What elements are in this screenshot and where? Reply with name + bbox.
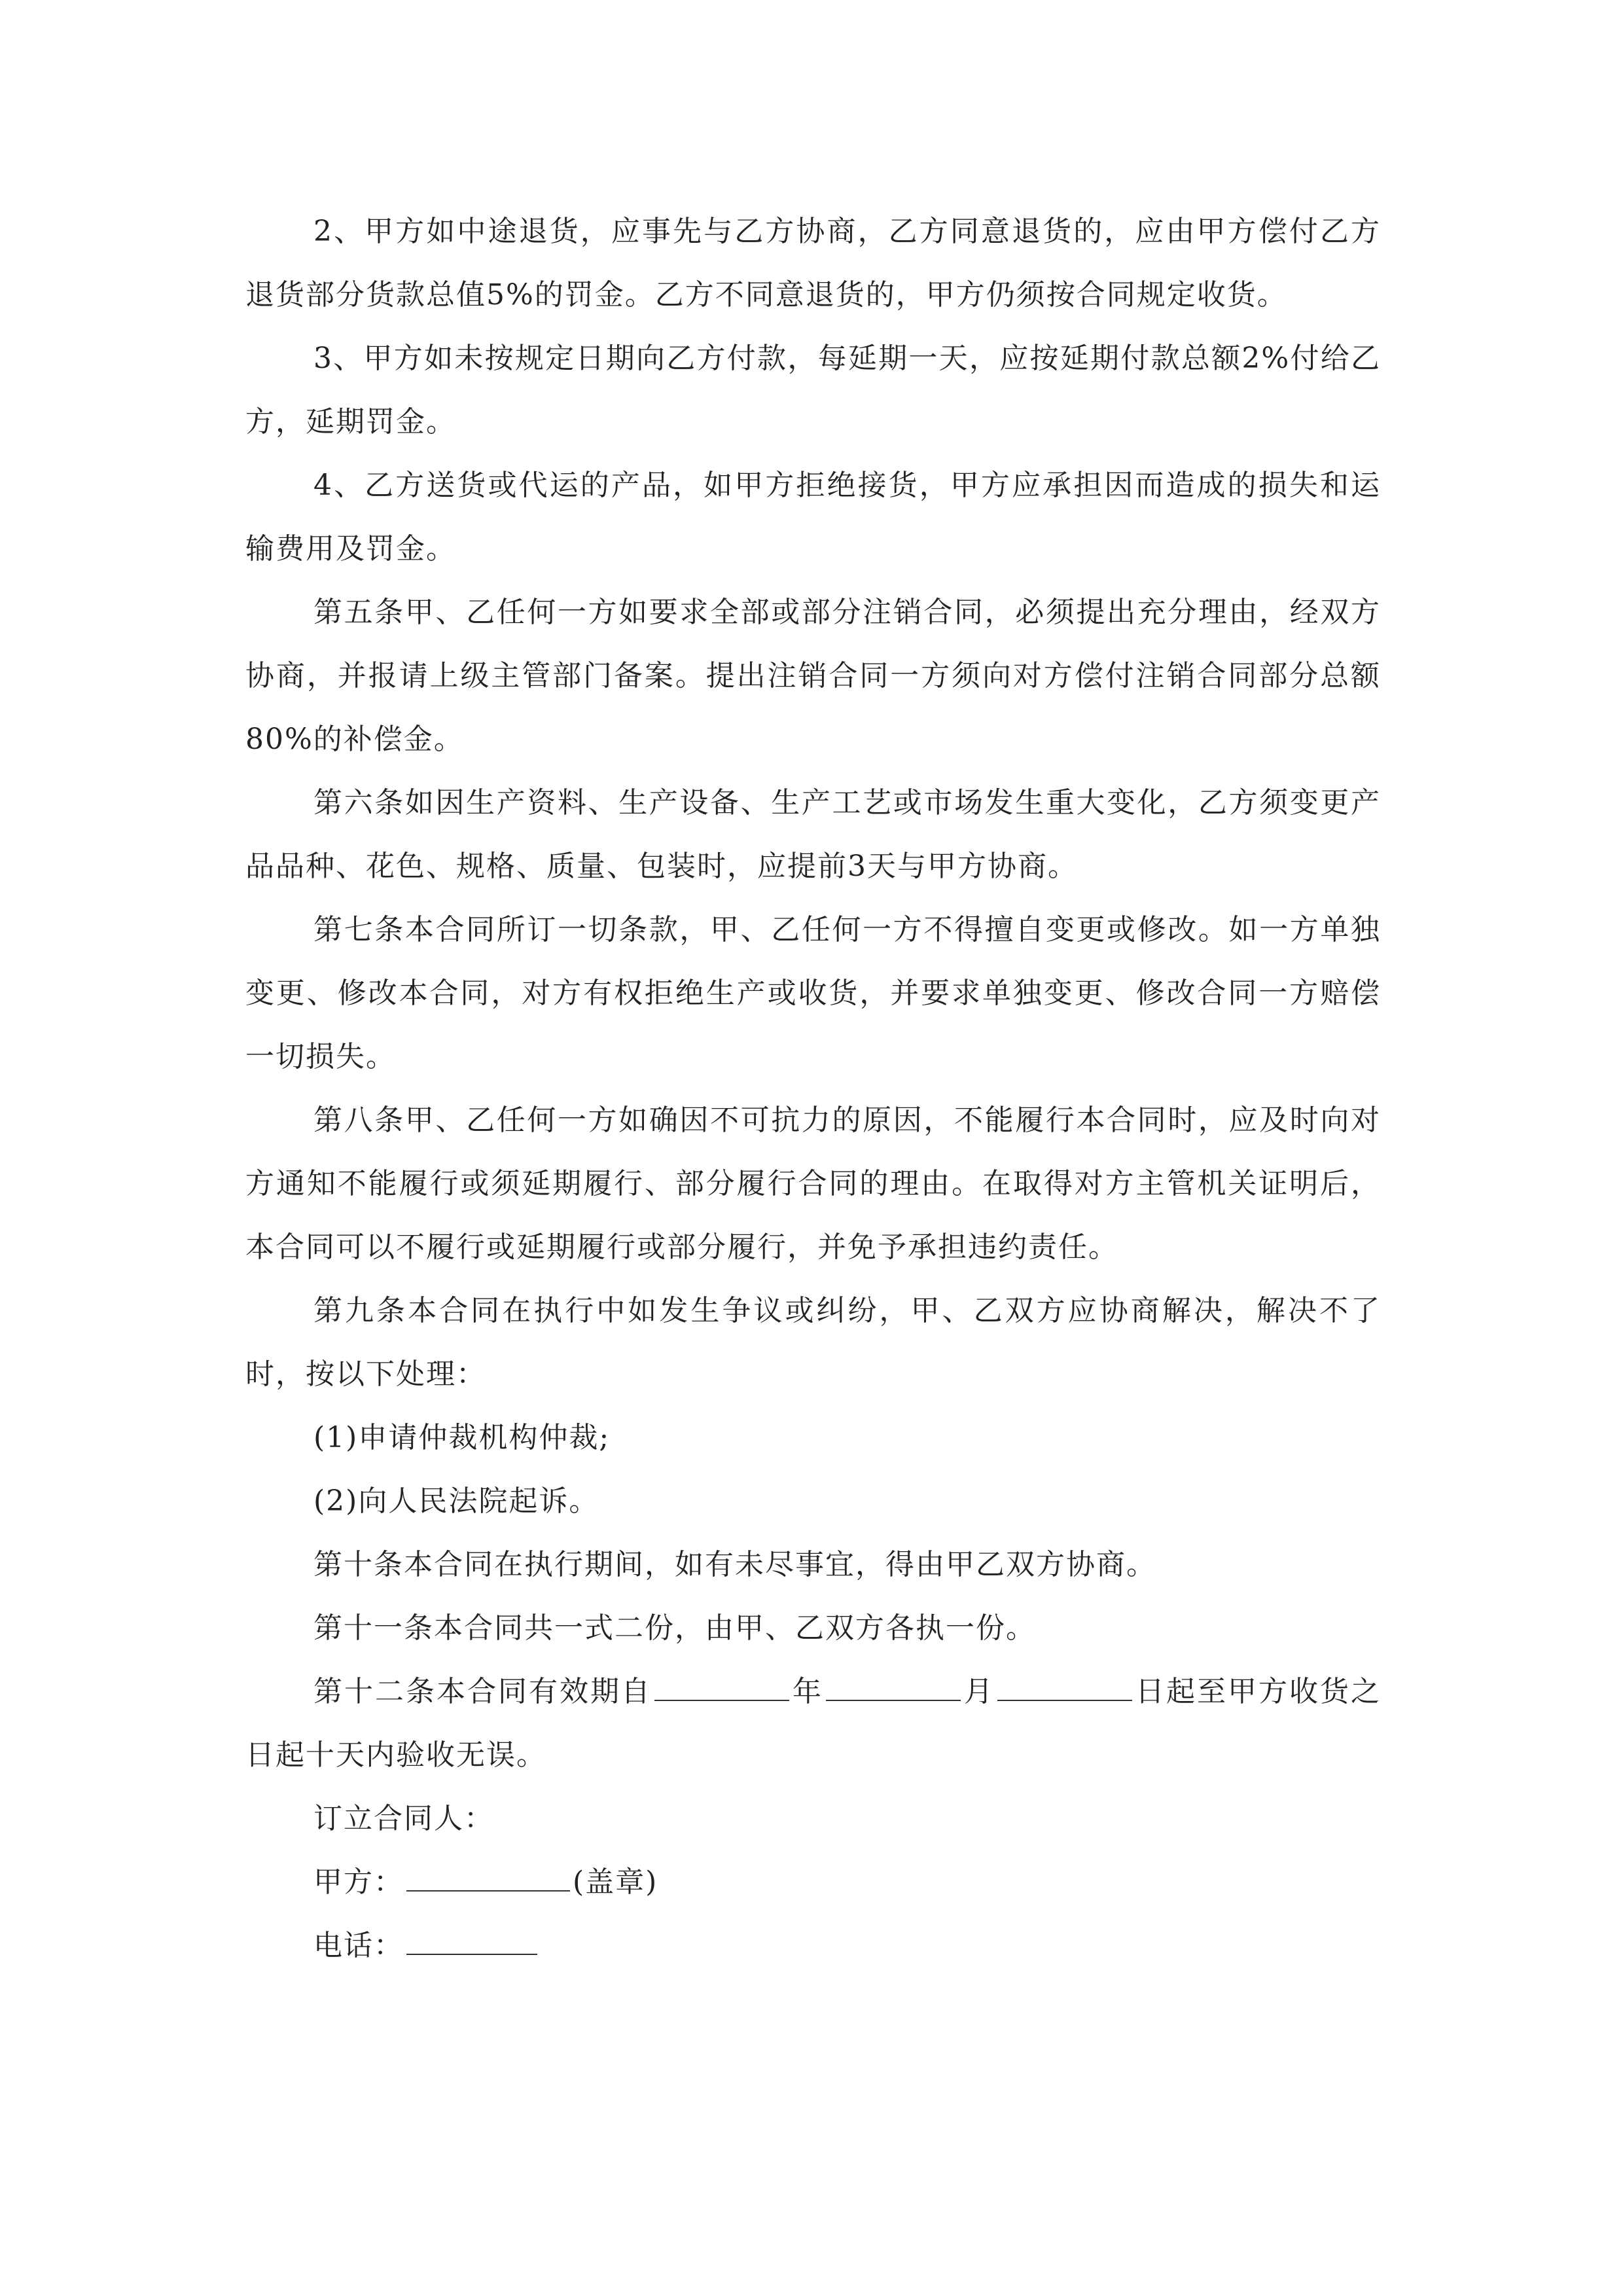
- clause-11: 第十一条本合同共一式二份，由甲、乙双方各执一份。: [313, 1611, 1036, 1645]
- clause-8: 第八条甲、乙任何一方如确因不可抗力的原因，不能履行本合同时，应及时向对方通知不能履行或须延期履行、部分履行合同的理由。在取得对方主管机关证明后，本合同可以不履行或延期履行或部分履行，并免予承担违约责任。: [245, 1103, 1381, 1264]
- clause-9-option-1: (1)申请仲裁机构仲裁;: [313, 1421, 611, 1454]
- clause-4-item-2: 2、甲方如中途退货，应事先与乙方协商，乙方同意退货的，应由甲方偿付乙方退货部分货款总值5%的罚金。乙方不同意退货的，甲方仍须按合同规定收货。: [245, 215, 1381, 312]
- clause-12-suffix: 日起至甲方收货之日起十天内验收无误。: [245, 1675, 1381, 1772]
- phone-label: 电话：: [313, 1929, 404, 1962]
- clause-12: [245, 1660, 1381, 1787]
- clause-12-year: 年: [792, 1675, 823, 1708]
- party-a-label: 甲方：: [313, 1865, 404, 1899]
- phone-blank: [406, 1921, 537, 1955]
- party-a-seal: (盖章): [573, 1865, 658, 1899]
- clause-4-item-4: 4、乙方送货或代运的产品，如甲方拒绝接货，甲方应承担因而造成的损失和运输费用及罚金。: [245, 469, 1381, 565]
- year-blank: [654, 1667, 789, 1701]
- clause-9: 第九条本合同在执行中如发生争议或纠纷，甲、乙双方应协商解决，解决不了时，按以下处理：: [245, 1294, 1381, 1391]
- clause-7: 第七条本合同所订一切条款，甲、乙任何一方不得擅自变更或修改。如一方单独变更、修改本合同，对方有权拒绝生产或收货，并要求单独变更、修改合同一方赔偿一切损失。: [245, 913, 1381, 1073]
- clause-12-month: 月: [963, 1675, 995, 1708]
- document-body: [245, 200, 1381, 1977]
- clause-9-option-2: (2)向人民法院起诉。: [313, 1484, 599, 1518]
- clause-10: 第十条本合同在执行期间，如有未尽事宜，得由甲乙双方协商。: [313, 1548, 1156, 1581]
- clause-4-item-3: 3、甲方如未按规定日期向乙方付款，每延期一天，应按延期付款总额2%付给乙方，延期罚金。: [245, 342, 1381, 439]
- signatory-heading: 订立合同人：: [313, 1802, 494, 1835]
- day-blank: [997, 1667, 1132, 1701]
- clause-12-prefix: 第十二条本合同有效期自: [313, 1675, 652, 1708]
- party-a-line: [245, 1850, 1381, 1914]
- clause-6: 第六条如因生产资料、生产设备、生产工艺或市场发生重大变化，乙方须变更产品品种、花色、规格、质量、包装时，应提前3天与甲方协商。: [245, 786, 1381, 883]
- month-blank: [826, 1667, 961, 1701]
- clause-5: 第五条甲、乙任何一方如要求全部或部分注销合同，必须提出充分理由，经双方协商，并报请上级主管部门备案。提出注销合同一方须向对方偿付注销合同部分总额80%的补偿金。: [245, 596, 1381, 756]
- phone-line: [245, 1914, 1381, 1977]
- party-a-signature-blank: [406, 1857, 570, 1892]
